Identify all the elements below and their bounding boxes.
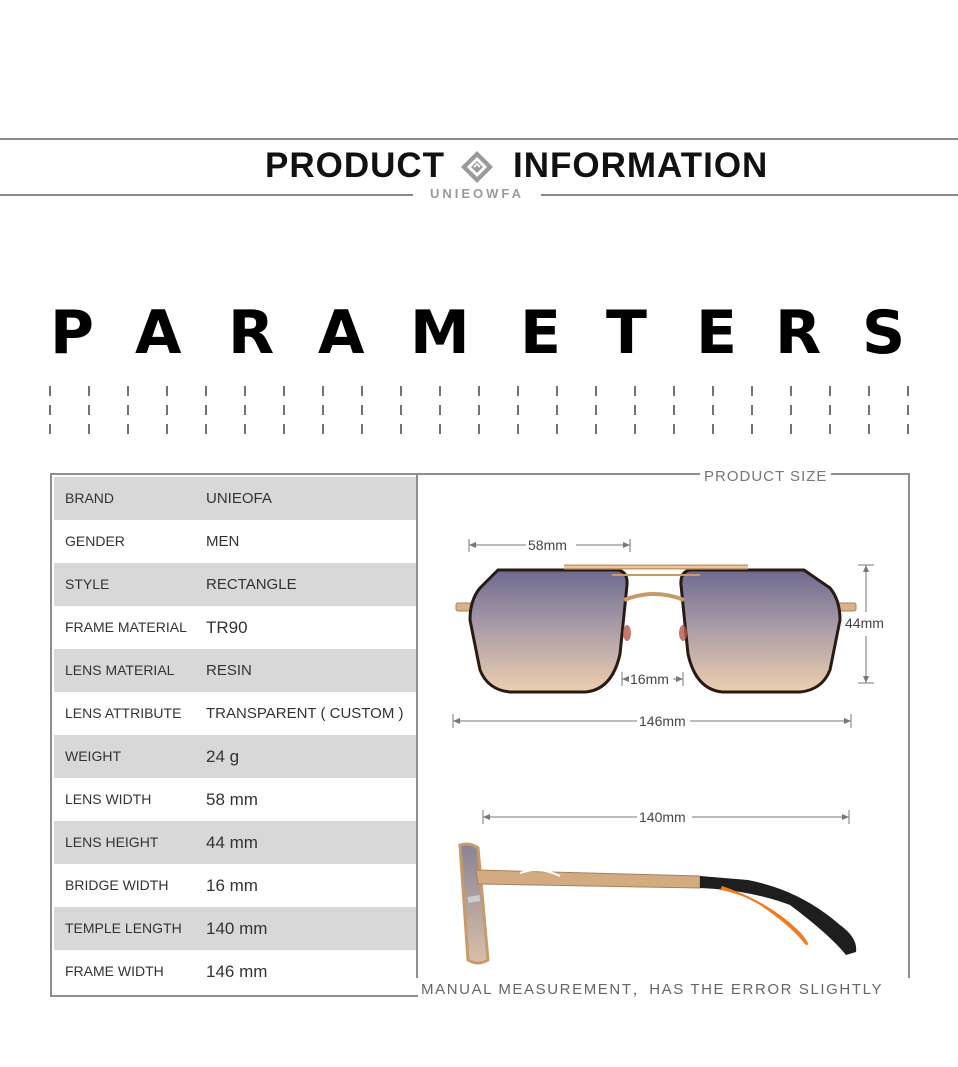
dim-bridge: 16mm bbox=[630, 671, 669, 687]
spec-value: TRANSPARENT ( CUSTOM ) bbox=[206, 705, 404, 722]
spec-key: LENS HEIGHT bbox=[65, 834, 159, 850]
spec-key: FRAME MATERIAL bbox=[65, 619, 187, 635]
parameters-letter: R bbox=[775, 298, 822, 368]
parameters-letter: E bbox=[696, 298, 737, 368]
spec-key: BRAND bbox=[65, 490, 115, 506]
parameters-letter: A bbox=[318, 298, 365, 368]
brand-wordmark: UNIEOWFA bbox=[429, 186, 525, 201]
spec-key: BRIDGE WIDTH bbox=[65, 877, 169, 893]
parameters-letter: T bbox=[606, 298, 647, 368]
spec-key: STYLE bbox=[65, 576, 110, 592]
spec-key: WEIGHT bbox=[65, 748, 121, 764]
parameters-letter: M bbox=[410, 298, 470, 368]
parameters-letter: S bbox=[862, 298, 906, 368]
dim-temple: 140mm bbox=[639, 809, 686, 825]
spec-key: TEMPLE LENGTH bbox=[65, 920, 182, 936]
header-word-information: INFORMATION bbox=[513, 146, 769, 185]
spec-key: LENS ATTRIBUTE bbox=[65, 705, 182, 721]
spec-key: FRAME WIDTH bbox=[65, 963, 164, 979]
spec-value: RECTANGLE bbox=[206, 576, 297, 593]
spec-value: UNIEOFA bbox=[206, 490, 272, 507]
spec-value: 24 g bbox=[206, 747, 240, 766]
measurement-note: MANUAL MEASUREMENT，HAS THE ERROR SLIGHTLY bbox=[421, 981, 884, 998]
product-size-title: PRODUCT SIZE bbox=[700, 468, 831, 485]
spec-value: 146 mm bbox=[206, 962, 268, 981]
parameters-letter: P bbox=[50, 298, 94, 368]
spec-value: 16 mm bbox=[206, 876, 258, 895]
spec-key: LENS MATERIAL bbox=[65, 662, 175, 678]
spec-key: LENS WIDTH bbox=[65, 791, 152, 807]
right-lens bbox=[681, 570, 840, 692]
side-view bbox=[460, 844, 856, 963]
spec-value: 44 mm bbox=[206, 833, 258, 852]
header-word-product: PRODUCT bbox=[265, 146, 446, 185]
spec-key: GENDER bbox=[65, 533, 125, 549]
dim-lens-height: 44mm bbox=[845, 615, 884, 631]
left-lens bbox=[470, 570, 627, 692]
spec-value: 140 mm bbox=[206, 919, 268, 938]
spec-value: MEN bbox=[206, 533, 240, 550]
spec-value: 58 mm bbox=[206, 790, 258, 809]
parameters-letter: E bbox=[520, 298, 561, 368]
spec-value: RESIN bbox=[206, 662, 252, 679]
parameters-letter: A bbox=[135, 298, 182, 368]
parameters-letter: R bbox=[228, 298, 275, 368]
dim-lens-width: 58mm bbox=[528, 537, 567, 553]
dim-frame-width: 146mm bbox=[639, 713, 686, 729]
spec-value: TR90 bbox=[206, 618, 248, 637]
